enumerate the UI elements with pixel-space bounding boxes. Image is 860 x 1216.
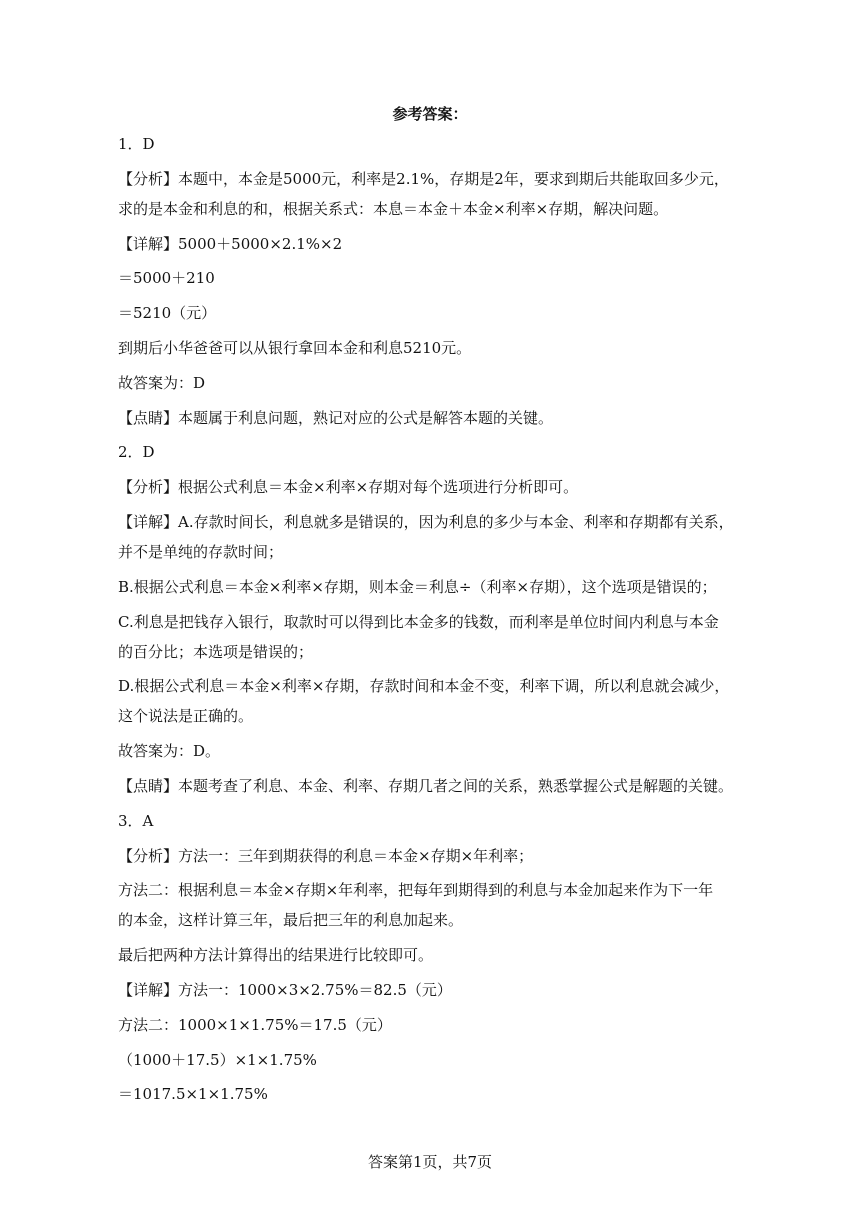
answer-line: 故答案为：D。: [118, 742, 221, 761]
answer-line: 【详解】A.存款时间长，利息就多是错误的，因为利息的多少与本金、利率和存期都有关系，: [118, 512, 734, 531]
answer-line: 【分析】本题中，本金是5000元，利率是2.1%，存期是2年，要求到期后共能取回多少元，: [118, 169, 729, 188]
answer-line: 方法二：根据利息＝本金×存期×年利率，把每年到期得到的利息与本金加起来作为下一年: [118, 881, 714, 900]
page-title: 参考答案：: [392, 105, 468, 123]
answer-line: （1000＋17.5）×1×1.75%: [118, 1050, 317, 1069]
page-footer: 答案第1页，共7页: [367, 1153, 493, 1171]
answer-line: 方法二：1000×1×1.75%＝17.5（元）: [118, 1015, 392, 1034]
answer-content: [118, 134, 750, 1119]
answer-line: 这个说法是正确的。: [118, 707, 254, 726]
answer-line: ＝1017.5×1×1.75%: [118, 1085, 268, 1104]
answer-line: 【点睛】本题考查了利息、本金、利率、存期几者之间的关系，熟悉掌握公式是解题的关键。: [118, 776, 734, 795]
answer-line: 【详解】5000＋5000×2.1%×2: [118, 234, 343, 253]
answer-line: D.根据公式利息＝本金×利率×存期，存款时间和本金不变，利率下调，所以利息就会减少，: [118, 677, 730, 696]
answer-line: 并不是单纯的存款时间；: [118, 542, 284, 561]
answer-line: 【详解】方法一：1000×3×2.75%＝82.5（元）: [118, 980, 452, 999]
answer-line: 求的是本金和利息的和，根据关系式：本息＝本金＋本金×利率×存期，解决问题。: [118, 199, 669, 218]
answer-line: 2．D: [118, 443, 155, 462]
answer-line: 最后把两种方法计算得出的结果进行比较即可。: [118, 946, 434, 965]
answer-line: 故答案为：D: [118, 373, 206, 392]
answer-line: 【点睛】本题属于利息问题，熟记对应的公式是解答本题的关键。: [118, 408, 554, 427]
answer-line: ＝5000＋210: [118, 269, 215, 288]
answer-line: 的百分比；本选项是错误的；: [118, 642, 314, 661]
answer-line: 【分析】方法一：三年到期获得的利息＝本金×存期×年利率；: [118, 846, 534, 865]
answer-line: B.根据公式利息＝本金×利率×存期，则本金＝利息÷（利率×存期），这个选项是错误的；: [118, 577, 717, 596]
answer-line: 1．D: [118, 135, 155, 153]
answer-line: 3．A: [118, 811, 154, 830]
answer-line: 到期后小华爸爸可以从银行拿回本金和利息5210元。: [118, 338, 472, 357]
answer-line: ＝5210（元）: [118, 304, 217, 323]
answer-line: C.利息是把钱存入银行，取款时可以得到比本金多的钱数，而利率是单位时间内利息与本金: [118, 612, 719, 631]
answer-line: 【分析】根据公式利息＝本金×利率×存期对每个选项进行分析即可。: [118, 478, 579, 497]
answer-line: 的本金，这样计算三年，最后把三年的利息加起来。: [118, 911, 464, 930]
